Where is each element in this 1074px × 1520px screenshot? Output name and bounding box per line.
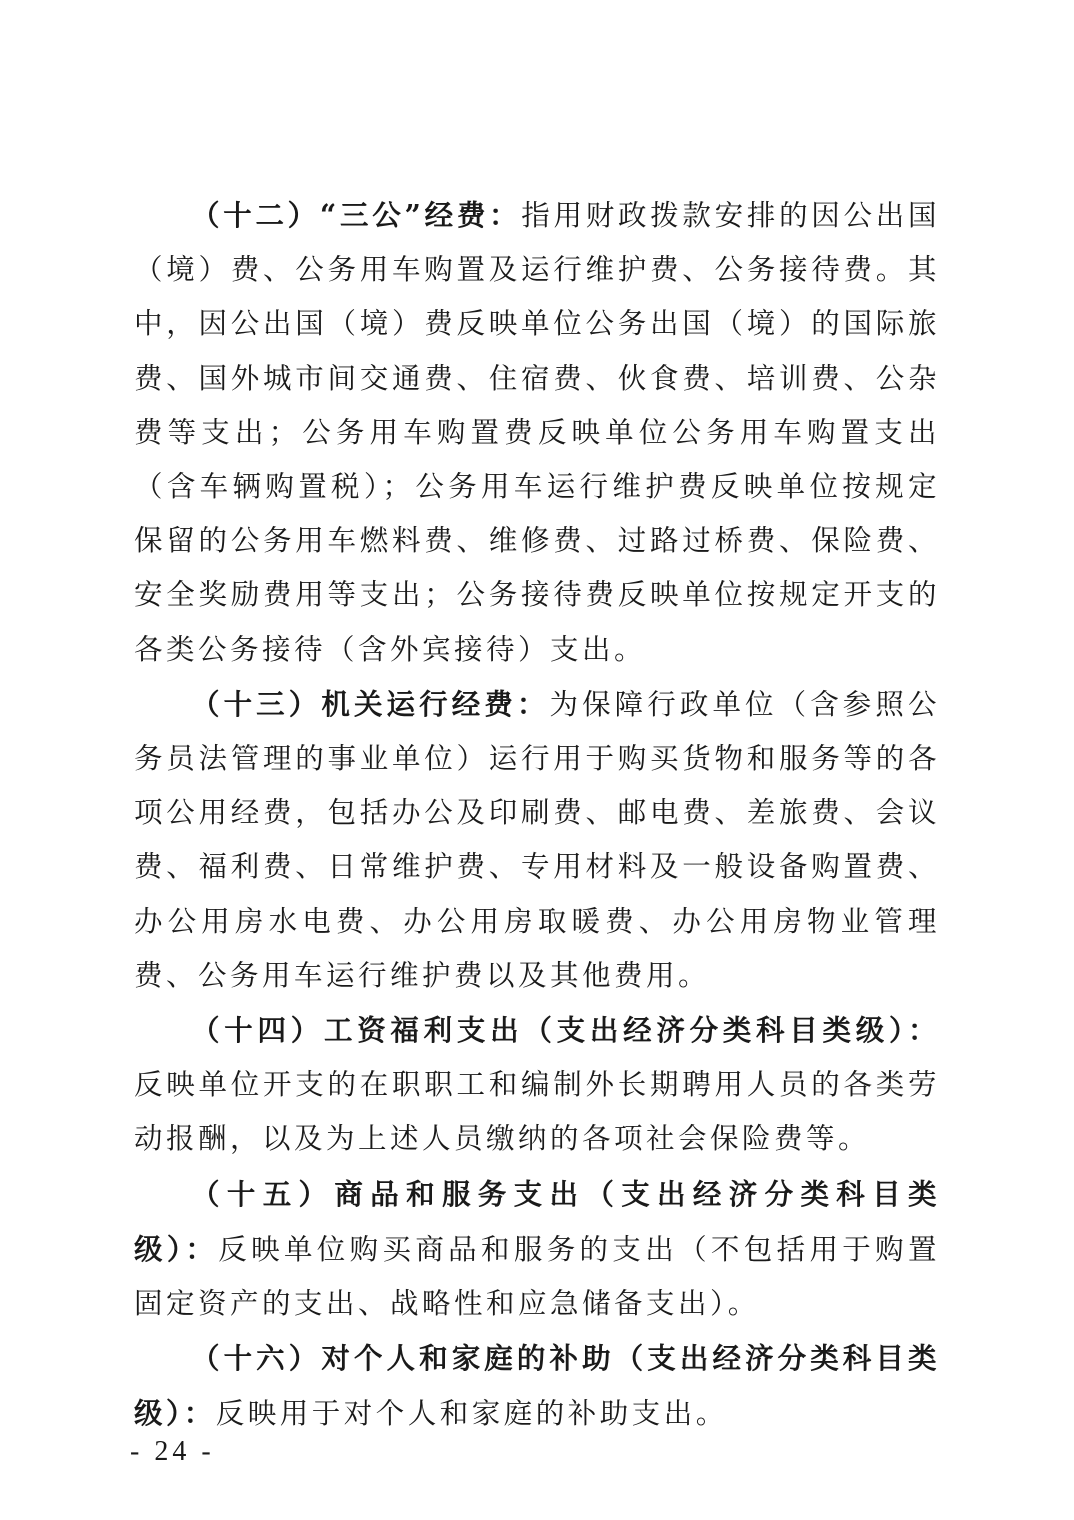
paragraph-body: 反映用于对个人和家庭的补助支出。 bbox=[215, 1397, 728, 1431]
paragraph-heading: （十六）对个人和家庭的补助（支出经济分类科目类级）： bbox=[134, 1341, 940, 1431]
page-number: - 24 - bbox=[130, 1436, 215, 1467]
paragraph-household-subsidies bbox=[134, 1331, 940, 1441]
paragraph-heading: （十四）工资福利支出（支出经济分类科目类级）： bbox=[191, 1013, 940, 1048]
paragraph-sanggong-expenses bbox=[134, 188, 940, 677]
paragraph-body: 为保障行政单位（含参照公务员法管理的事业单位）运行用于购买货物和服务等的各项公用经费，包括办公及印刷费、邮电费、差旅费、会议费、福利费、日常维护费、专用材料及一般设备购置费、办公用房水电费、办公用房取暖费、办公用房物业管理费、公务用车运行维护费以及其他费用。 bbox=[134, 687, 940, 992]
paragraph-heading: （十五）商品和服务支出（支出经济分类科目类级）： bbox=[134, 1176, 940, 1266]
paragraph-wages-welfare bbox=[134, 1003, 940, 1167]
paragraph-body: 指用财政拨款安排的因公出国（境）费、公务用车购置及运行维护费、公务接待费。其中，因公出国（境）费反映单位公务出国（境）的国际旅费、国外城市间交通费、住宿费、伙食费、培训费、公杂费等支出；公务用车购置费反映单位公务用车购置支出（含车辆购置税）；公务用车运行维护费反映单位按规定保留的公务用车燃料费、维修费、过路过桥费、保险费、安全奖励费用等支出；公务接待费反映单位按规定开支的各类公务接待（含外宾接待）支出。 bbox=[134, 199, 940, 666]
paragraph-goods-services bbox=[134, 1167, 940, 1332]
paragraph-heading: （十三）机关运行经费： bbox=[191, 686, 550, 721]
paragraph-body: 反映单位购买商品和服务的支出（不包括用于购置固定资产的支出、战略性和应急储备支出）。 bbox=[134, 1232, 940, 1321]
paragraph-agency-operating-expenses bbox=[134, 677, 940, 1003]
document-body bbox=[134, 188, 940, 1442]
paragraph-heading: （十二）“三公”经费： bbox=[191, 198, 522, 232]
paragraph-body: 反映单位开支的在职职工和编制外长期聘用人员的各类劳动报酬，以及为上述人员缴纳的各项社会保险费等。 bbox=[134, 1068, 940, 1156]
